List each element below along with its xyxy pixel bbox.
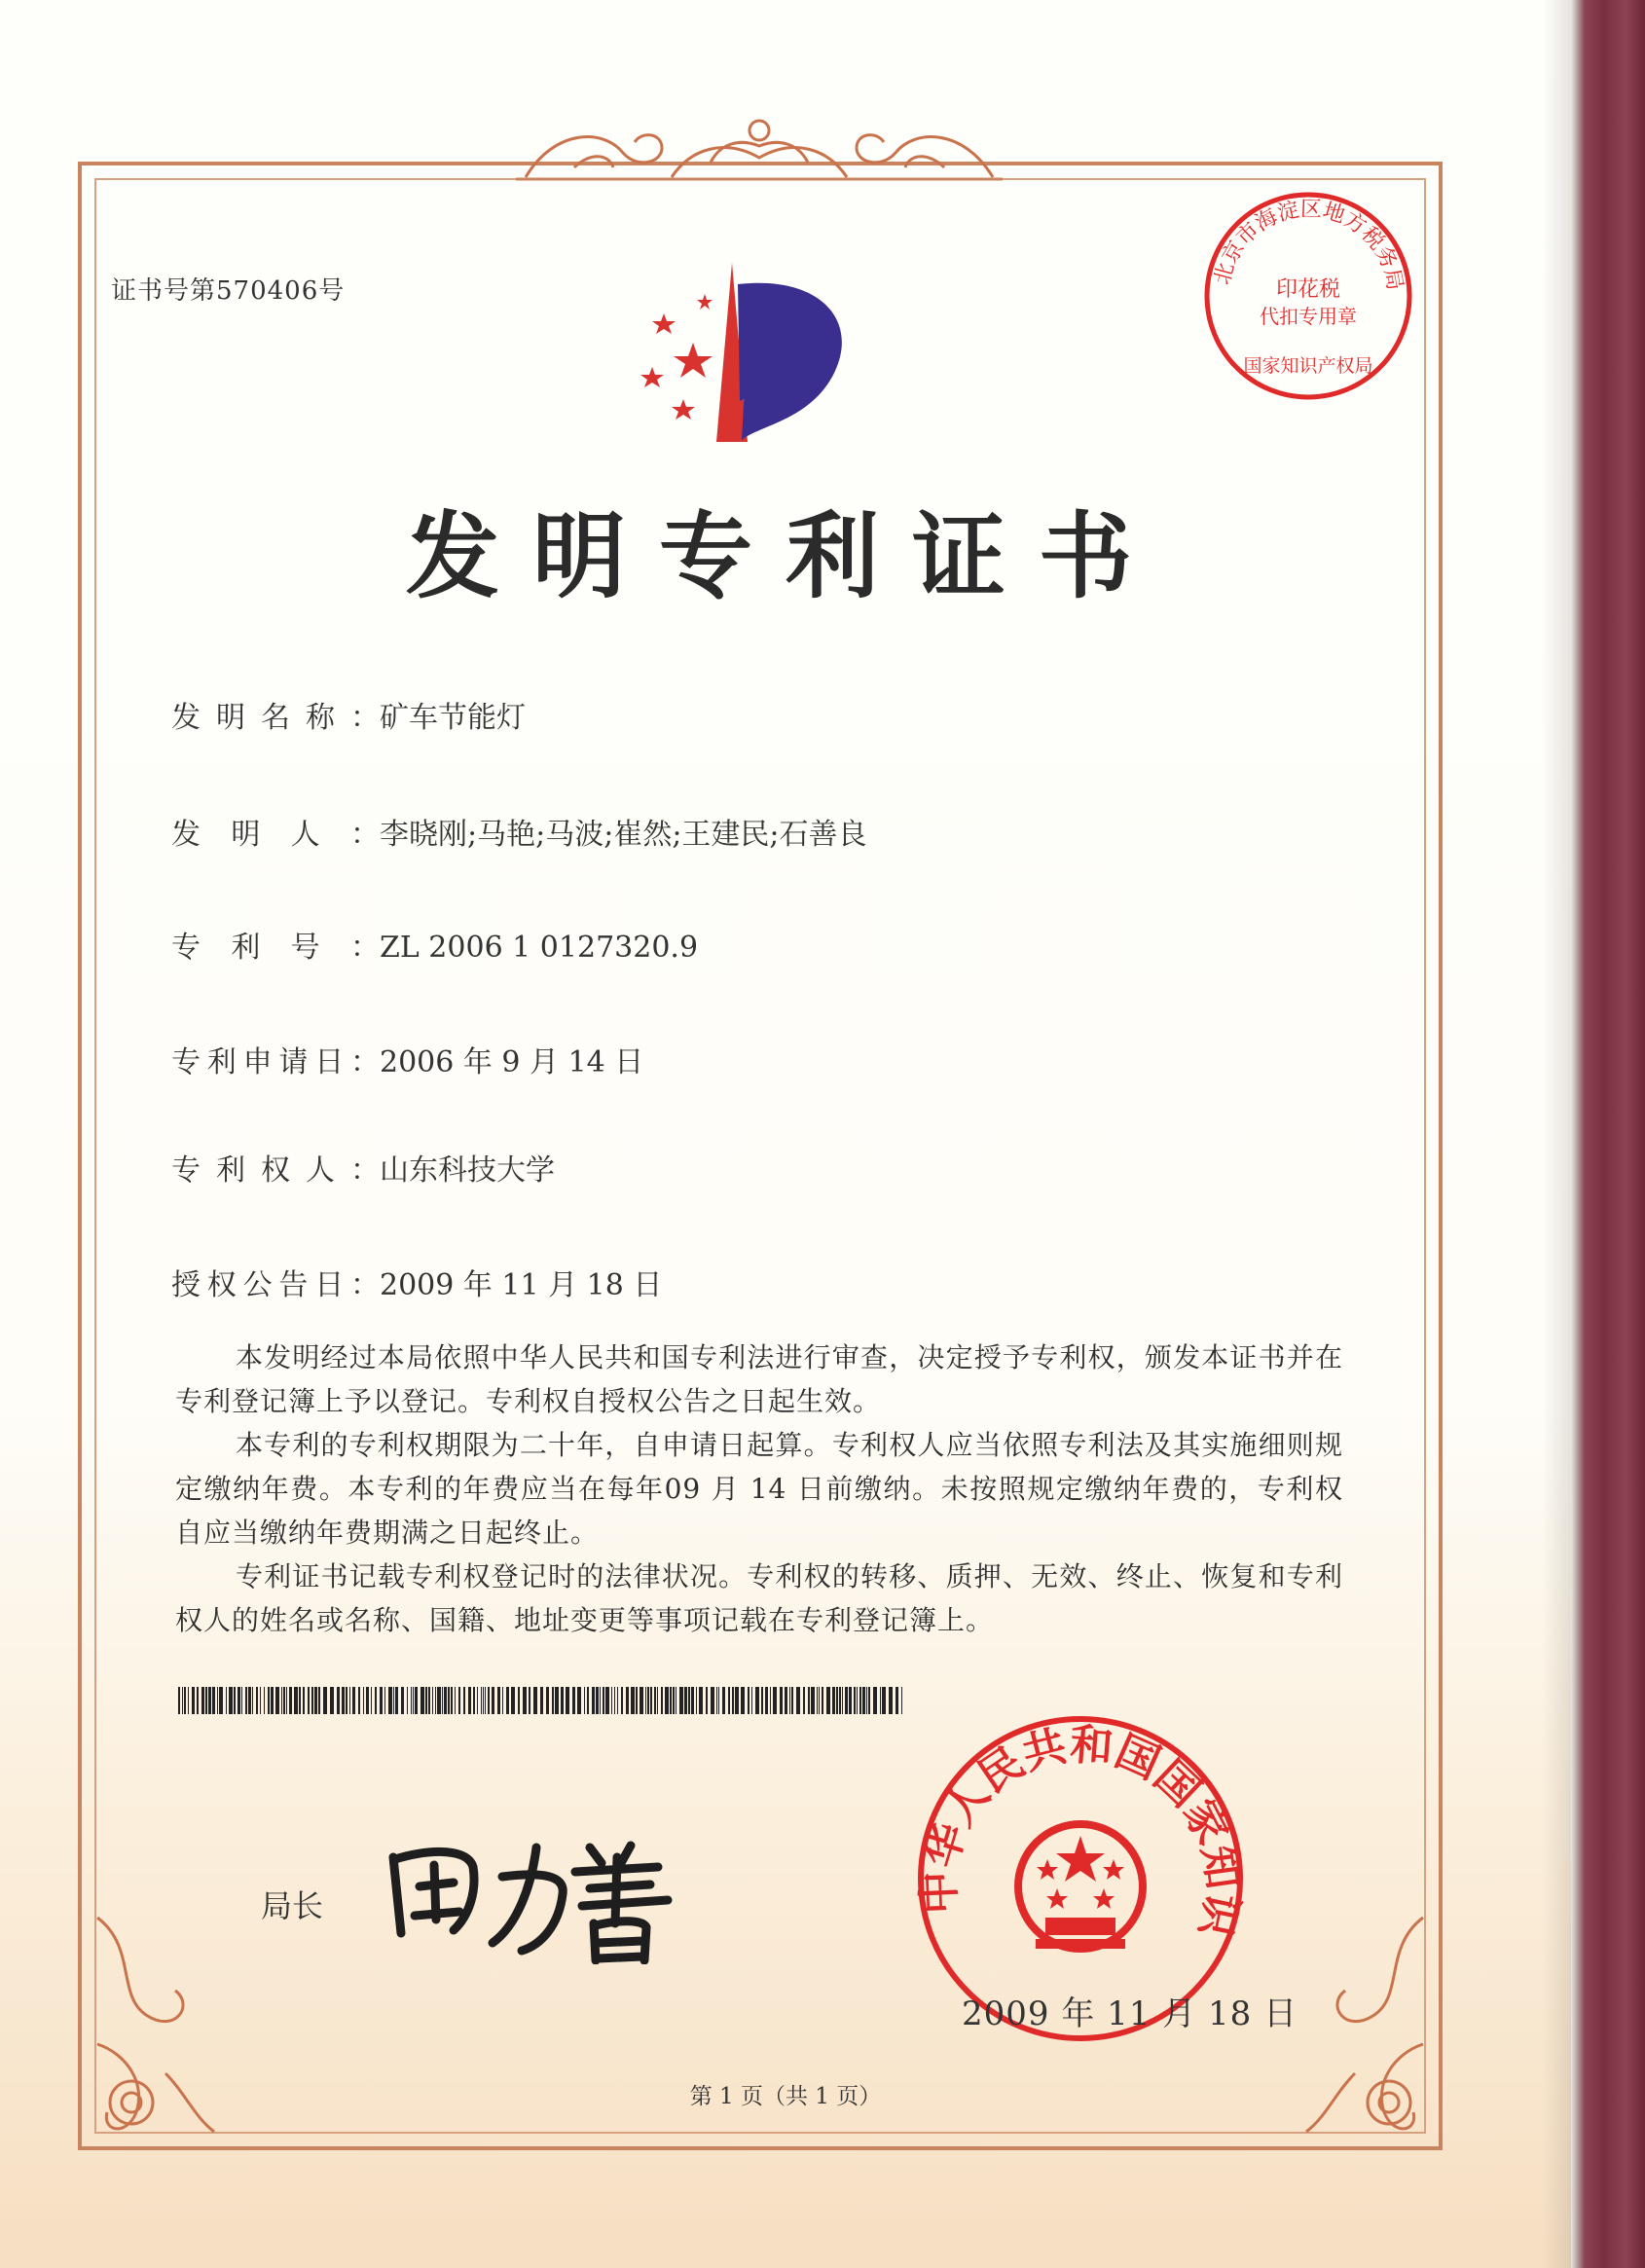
barcode-bar [555,1687,559,1714]
barcode-bar [281,1687,282,1714]
barcode-bar [716,1687,717,1714]
barcode-bar [308,1687,310,1714]
barcode-bar [596,1687,599,1714]
barcode-bar [896,1687,898,1714]
barcode-bar [584,1687,585,1714]
barcode-bar [679,1687,683,1714]
barcode-bar [366,1687,369,1714]
barcode-bar [303,1687,305,1714]
barcode-bar [264,1687,265,1714]
barcode-bar [665,1687,669,1714]
barcode-bar [791,1687,793,1714]
barcode-bar [808,1687,810,1714]
barcode-bar [477,1687,478,1714]
barcode-bar [420,1687,424,1714]
tax-stamp-seal [1201,189,1415,403]
barcode-bar [670,1687,672,1714]
barcode-bar [241,1687,242,1714]
barcode-bar [688,1687,690,1714]
barcode-bar [455,1687,456,1714]
barcode-bar [735,1687,739,1714]
certificate-number: 证书号第570406号 [111,276,346,306]
barcode-bar [488,1687,490,1714]
barcode-bar [444,1687,447,1714]
barcode-bar [275,1687,279,1714]
barcode-bar [691,1687,694,1714]
barcode-bar [889,1687,893,1714]
field-invention-name [171,693,526,736]
barcode-bar [770,1687,771,1714]
barcode-bar [468,1687,471,1714]
field-application-date [171,1038,643,1080]
barcode-bar [546,1687,549,1714]
barcode-bar [901,1687,902,1714]
binding-shadow [1542,0,1571,2268]
field-value: 2009 年 11 月 18 日 [380,1268,663,1302]
field-value: 山东科技大学 [380,1153,555,1188]
barcode-bar [518,1687,520,1714]
barcode-bar [311,1687,313,1714]
barcode-bar [857,1687,858,1714]
barcode-bar [294,1687,298,1714]
barcode-bar [817,1687,818,1714]
barcode-bar [342,1687,345,1714]
barcode-bar [393,1687,394,1714]
field-label: 专利权人： [171,1153,380,1188]
barcode-bar [842,1687,843,1714]
barcode-bar [188,1687,189,1714]
barcode-bar [506,1687,509,1714]
barcode-bar [741,1687,745,1714]
barcode-bar [882,1687,886,1714]
barcode-bar [728,1687,730,1714]
field-label: 发明人： [171,818,380,852]
barcode-bar [645,1687,646,1714]
barcode-bar [751,1687,752,1714]
paragraph-1: 本发明经过本局依照中华人民共和国专利法进行审查，决定授予专利权，颁发本证书并在专利登记簿上予以登记。专利权自授权公告之日起生效。 [175,1341,1343,1417]
barcode-bar [238,1687,240,1714]
barcode-bar [718,1687,719,1714]
barcode-bar [819,1687,820,1714]
barcode-bar [346,1687,347,1714]
barcode-bar [600,1687,601,1714]
field-value: 李晓刚;马艳;马波;崔然;王建民;石善良 [380,818,867,852]
field-label: 发明名称： [171,701,380,735]
barcode-bar [661,1687,663,1714]
barcode-bar [811,1687,815,1714]
top-ornament [516,109,1003,187]
barcode-bar [696,1687,697,1714]
barcode-bar [839,1687,841,1714]
barcode-bar [699,1687,703,1714]
barcode-bar [481,1687,482,1714]
barcode-bar [451,1687,453,1714]
barcode-bar [337,1687,340,1714]
barcode-bar [617,1687,618,1714]
barcode-bar [260,1687,261,1714]
barcode-bar [289,1687,292,1714]
barcode-bar [413,1687,414,1714]
barcode-bar [182,1687,183,1714]
barcode-bar [657,1687,658,1714]
barcode-bar [201,1687,204,1714]
field-label: 授权公告日： [171,1268,380,1302]
barcode-bar [217,1687,218,1714]
patent-office-logo [623,255,886,459]
barcode-bar [234,1687,236,1714]
barcode-bar [428,1687,430,1714]
barcode-bar [192,1687,195,1714]
tax-seal-ring-text: 北京市海淀区地方税务局 [1210,197,1407,293]
paragraph-2: 本专利的专利权期限为二十年，自申请日起算。专利权人应当依照专利法及其实施细则规定缴纳年费。本专利的年费应当在每年09 月 14 日前缴纳。未按照规定缴纳年费的，专利权自应当缴纳年费期满之日起终止。 [175,1429,1343,1549]
barcode-bar [587,1687,589,1714]
barcode-bar [442,1687,443,1714]
barcode-bar [631,1687,635,1714]
barcode-bar [673,1687,675,1714]
barcode-bar [540,1687,543,1714]
barcode-bar [197,1687,199,1714]
seal-ring-text: 中华人民共和国国家知识 [915,1719,1246,1941]
barcode-bar [205,1687,207,1714]
field-value: 2006 年 9 月 14 日 [380,1045,644,1079]
barcode-bar [483,1687,484,1714]
field-label: 专利申请日： [171,1045,380,1079]
barcode-bar [826,1687,830,1714]
barcode-bar [832,1687,835,1714]
barcode-bar [773,1687,777,1714]
barcode-bar [401,1687,404,1714]
barcode-bar [178,1687,180,1714]
barcode-bar [407,1687,408,1714]
barcode-bar [375,1687,377,1714]
barcode-bar [533,1687,537,1714]
barcode-bar [854,1687,856,1714]
national-emblem-icon [1018,1824,1143,1949]
barcode-bar [330,1687,334,1714]
barcode-bar [647,1687,649,1714]
barcode-bar [650,1687,652,1714]
barcode-bar [523,1687,527,1714]
barcode-bar [605,1687,609,1714]
body-text [175,1335,1343,1642]
barcode-bar [268,1687,270,1714]
barcode-bar [395,1687,398,1714]
barcode-bar [363,1687,364,1714]
barcode-bar [603,1687,604,1714]
barcode-bar [323,1687,327,1714]
barcode-bar [318,1687,320,1714]
barcode-bar [611,1687,612,1714]
field-value: ZL 2006 1 0127320.9 [380,931,699,965]
barcode-bar [732,1687,734,1714]
barcode-bar [252,1687,253,1714]
barcode-bar [212,1687,215,1714]
barcode-bar [880,1687,881,1714]
bottom-left-ornament [78,1908,224,2151]
barcode-bar [184,1687,186,1714]
barcode-bar [684,1687,687,1714]
barcode-bar [352,1687,355,1714]
barcode-bar [248,1687,251,1714]
bottom-right-ornament [1297,1908,1443,2151]
tax-seal-center-2: 代扣专用章 [1260,305,1357,328]
barcode-bar [314,1687,317,1714]
barcode-bar [473,1687,475,1714]
field-grant-date [171,1261,662,1303]
barcode-bar [463,1687,465,1714]
barcode-bar [435,1687,436,1714]
tax-seal-center-1: 印花税 [1275,277,1341,302]
barcode-bar [283,1687,285,1714]
page-number: 第 1 页（共 1 页） [689,2084,882,2109]
barcode-bar [437,1687,441,1714]
barcode-bar [614,1687,615,1714]
barcode-bar [511,1687,515,1714]
barcode-bar [485,1687,486,1714]
field-label: 专利号： [171,931,380,965]
barcode-bar [706,1687,708,1714]
barcode-bar [411,1687,412,1714]
field-inventors [171,810,867,853]
barcode-bar [286,1687,287,1714]
barcode-bar [626,1687,629,1714]
barcode-bar [388,1687,392,1714]
barcode-bar [654,1687,656,1714]
barcode-bar [765,1687,768,1714]
barcode-bar [448,1687,450,1714]
paragraph-3: 专利证书记载专利权登记时的法律状况。专利权的转移、质押、无效、终止、恢复和专利权人的姓名或名称、国籍、地址变更等事项记载在专利登记簿上。 [175,1560,1343,1636]
barcode-bar [822,1687,823,1714]
barcode-bar [592,1687,595,1714]
field-patent-number [171,923,698,966]
barcode-bar [711,1687,714,1714]
barcode-bar [502,1687,503,1714]
barcode-bar [349,1687,350,1714]
barcode-bar [640,1687,643,1714]
barcode-bar [621,1687,623,1714]
barcode-bar [722,1687,725,1714]
barcode-bar [384,1687,385,1714]
barcode-bar [299,1687,301,1714]
barcode-bar [803,1687,805,1714]
issue-date: 2009 年 11 月 18 日 [962,1994,1298,2033]
barcode-bar [866,1687,867,1714]
barcode-bar [561,1687,564,1714]
barcode-bar [636,1687,638,1714]
barcode-bar [256,1687,258,1714]
barcode-bar [748,1687,749,1714]
barcode-bar [432,1687,433,1714]
barcode-bar [458,1687,460,1714]
field-value: 矿车节能灯 [380,701,526,735]
barcode [178,1687,908,1714]
barcode-bar [229,1687,233,1714]
barcode-bar [868,1687,870,1714]
director-label: 局长 [261,1887,324,1924]
barcode-bar [566,1687,569,1714]
barcode-bar [415,1687,418,1714]
barcode-bar [208,1687,211,1714]
barcode-bar [785,1687,787,1714]
barcode-bar [836,1687,838,1714]
barcode-bar [529,1687,530,1714]
barcode-bar [755,1687,759,1714]
barcode-bar [245,1687,247,1714]
barcode-bar [761,1687,763,1714]
barcode-bar [271,1687,274,1714]
page-title: 发明专利证书 [406,502,1165,611]
barcode-bar [358,1687,360,1714]
barcode-bar [789,1687,790,1714]
barcode-bar [492,1687,494,1714]
barcode-bar [371,1687,372,1714]
barcode-bar [577,1687,581,1714]
barcode-bar [849,1687,852,1714]
barcode-bar [497,1687,500,1714]
barcode-bar [845,1687,848,1714]
field-patentee [171,1146,555,1189]
barcode-bar [552,1687,554,1714]
barcode-bar [780,1687,783,1714]
barcode-bar [572,1687,575,1714]
barcode-bar [226,1687,227,1714]
tax-seal-bottom: 国家知识产权局 [1243,355,1373,377]
book-binding [1571,0,1645,2268]
barcode-bar [380,1687,383,1714]
barcode-bar [859,1687,861,1714]
barcode-bar [425,1687,427,1714]
director-signature [376,1818,687,1964]
barcode-bar [796,1687,800,1714]
barcode-bar [873,1687,877,1714]
barcode-bar [862,1687,865,1714]
barcode-bar [219,1687,223,1714]
